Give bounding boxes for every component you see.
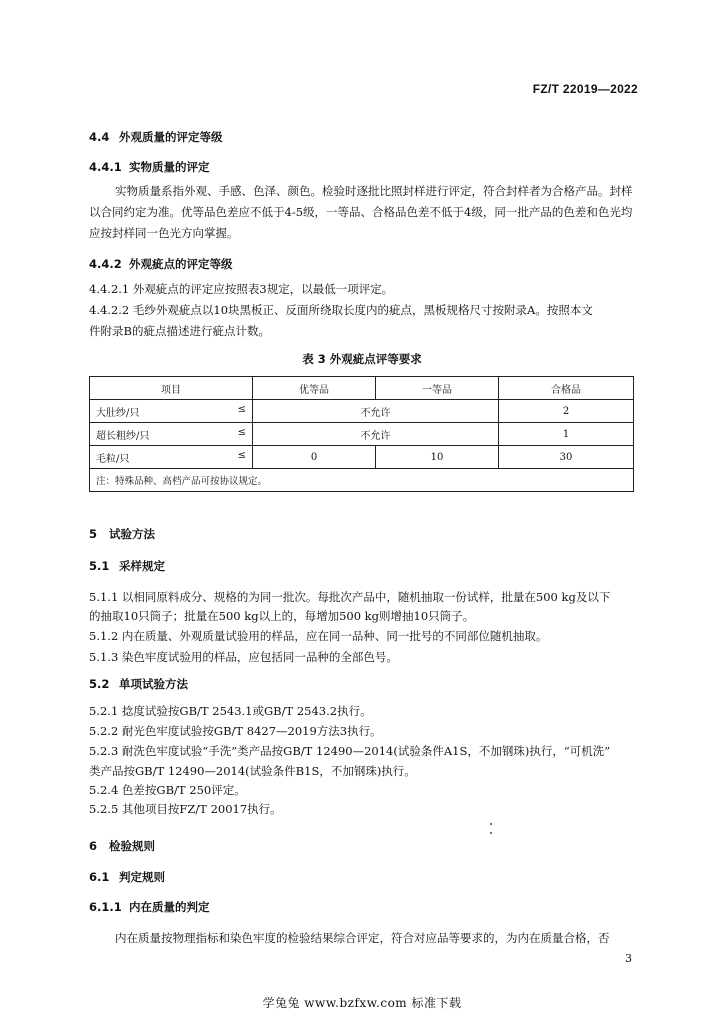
header-item: 项目	[90, 377, 253, 400]
row-symbol: ≤	[237, 403, 246, 415]
section-title: 单项试验方法	[119, 677, 188, 691]
section-4-4-2-heading	[89, 256, 233, 272]
section-number: 5.1	[89, 559, 110, 573]
clause-5-2-4: 5.2.4 色差按GB/T 250评定。	[89, 783, 246, 797]
section-5-2-heading	[89, 676, 188, 692]
section-6-1-heading	[89, 869, 165, 885]
section-title: 外观质量的评定等级	[119, 130, 223, 144]
row-symbol: ≤	[237, 426, 246, 438]
section-number: 5	[89, 527, 98, 541]
clause-4-4-2-2-cont: 件附录B的疵点描述进行疵点计数。	[89, 324, 270, 338]
section-number: 6.1	[89, 870, 110, 884]
section-number: 4.4	[89, 130, 110, 144]
table-row	[90, 400, 634, 423]
clause-5-2-1: 5.2.1 捻度试验按GB/T 2543.1或GB/T 2543.2执行。	[89, 704, 372, 718]
section-4-4-heading	[89, 129, 223, 145]
defect-grading-table	[89, 376, 634, 492]
table-row	[90, 446, 634, 469]
row-item-cell	[90, 446, 253, 469]
clause-5-2-5: 5.2.5 其他项目按FZ/T 20017执行。	[89, 802, 282, 816]
section-4-4-1-heading	[89, 159, 210, 175]
row-premium: 0	[253, 446, 376, 469]
section-title: 内在质量的判定	[129, 900, 210, 914]
row-item-cell	[90, 423, 253, 446]
section-number: 6.1.1	[89, 900, 122, 914]
section-6-1-1-heading	[89, 899, 210, 915]
section-title: 判定规则	[119, 870, 165, 884]
clause-4-4-2-2: 4.4.2.2 毛纱外观疵点以10块黑板正、反面所绕取长度内的疵点，黑板规格尺寸按附录A。按照本文	[89, 303, 593, 317]
clause-5-1-3: 5.1.3 染色牢度试验用的样品，应包括同一品种的全部色号。	[89, 650, 398, 664]
clause-5-2-3-cont: 类产品按GB/T 12490—2014(试验条件B1S，不加钢珠)执行。	[89, 764, 416, 778]
row-qualified: 2	[499, 400, 634, 423]
row-item: 大肚纱/只	[96, 407, 140, 419]
section-title: 实物质量的评定	[129, 160, 210, 174]
row-qualified: 30	[499, 446, 634, 469]
row-merged: 不允许	[253, 423, 499, 446]
section-number: 5.2	[89, 677, 110, 691]
header-premium: 优等品	[253, 377, 376, 400]
clause-4-4-2-1: 4.4.2.1 外观疵点的评定应按照表3规定，以最低一项评定。	[89, 282, 394, 296]
table-note-row	[90, 469, 634, 492]
header-qualified: 合格品	[499, 377, 634, 400]
page-number: 3	[625, 952, 632, 965]
row-item-cell	[90, 400, 253, 423]
table-note: 注：特殊品种、高档产品可按协议规定。	[90, 469, 634, 492]
table-row	[90, 423, 634, 446]
clause-5-1-1-cont: 的抽取10只筒子；批量在500 kg以上的，每增加500 kg则增抽10只筒子。	[89, 609, 475, 623]
clause-5-2-3: 5.2.3 耐洗色牢度试验“手洗”类产品按GB/T 12490—2014(试验条件A1S，不加钢珠)执行，“可机洗”	[89, 744, 611, 758]
section-title: 采样规定	[119, 559, 165, 573]
row-item: 超长粗纱/只	[96, 430, 150, 442]
table-caption: 表 3 外观疵点评等要求	[302, 352, 422, 366]
section-number: 6	[89, 839, 98, 853]
clause-5-1-2: 5.1.2 内在质量、外观质量试验用的样品，应在同一品种、同一批号的不同部位随机抽取。	[89, 629, 548, 643]
section-number: 4.4.1	[89, 160, 122, 174]
header-first: 一等品	[376, 377, 499, 400]
scan-speck	[490, 832, 492, 834]
section-5-1-heading	[89, 558, 165, 574]
section-title: 检验规则	[109, 839, 155, 853]
row-first: 10	[376, 446, 499, 469]
clause-5-2-2: 5.2.2 耐光色牢度试验按GB/T 8427—2019方法3执行。	[89, 724, 382, 738]
clause-5-1-1: 5.1.1 以相同原料成分、规格的为同一批次。每批次产品中，随机抽取一份试样，批量在500 kg及以下	[89, 590, 611, 604]
section-number: 4.4.2	[89, 257, 122, 271]
row-item: 毛粒/只	[96, 453, 130, 465]
section-5-heading	[89, 526, 155, 542]
table-header-row	[90, 377, 634, 400]
row-merged: 不允许	[253, 400, 499, 423]
row-qualified: 1	[499, 423, 634, 446]
standard-number: FZ/T 22019—2022	[532, 82, 638, 96]
paragraph-internal-quality: 内在质量按物理指标和染色牢度的检验结果综合评定，符合对应品等要求的，为内在质量合格，否	[115, 931, 610, 945]
section-title: 外观疵点的评定等级	[129, 257, 233, 271]
section-6-heading	[89, 838, 155, 854]
scan-speck	[490, 823, 492, 825]
row-symbol: ≤	[237, 449, 246, 461]
paragraph-physical-quality: 实物质量系指外观、手感、色泽、颜色。检验时逐批比照封样进行评定，符合封样者为合格产品。封样以合同约定为准。优等品色差应不低于4-5级，一等品、合格品色差不低于4级，同一批产品的色差和色光均应按封样同一色光方向掌握。	[89, 184, 633, 240]
section-title: 试验方法	[109, 527, 155, 541]
site-footer: 学兔兔 www.bzfxw.com 标准下载	[262, 996, 462, 1010]
